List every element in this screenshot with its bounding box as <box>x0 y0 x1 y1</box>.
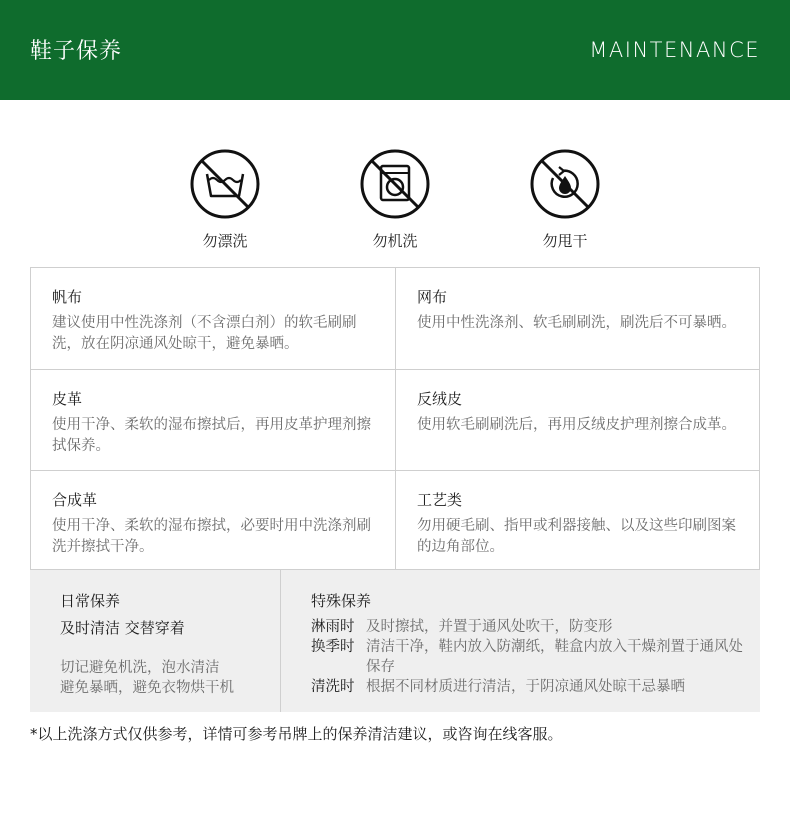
material-cell-craft <box>395 470 759 571</box>
icon-label: 勿甩干 <box>542 232 588 250</box>
material-text: 使用中性洗涤剂、软毛刷刷洗，刷洗后不可暴晒。 <box>417 315 736 331</box>
material-text: 勿用硬毛刷、指甲或利器接触、以及这些印刷图案的边角部位。 <box>417 518 736 555</box>
special-care-section <box>311 590 751 697</box>
material-cell-leather <box>31 369 395 470</box>
material-title: 皮革 <box>52 390 83 408</box>
special-care-value: 根据不同材质进行清洁，于阴凉通风处晾干忌暴晒 <box>366 679 685 695</box>
care-icon-item <box>335 148 455 251</box>
material-cell-suede <box>395 369 759 470</box>
daily-care-title: 日常保养 <box>60 592 121 610</box>
material-title: 工艺类 <box>417 491 463 509</box>
special-care-row <box>311 637 751 677</box>
material-text: 建议使用中性洗涤剂（不含漂白剂）的软毛刷刷洗，放在阴凉通风处晾干，避免暴晒。 <box>52 315 357 352</box>
care-icons <box>0 148 790 258</box>
material-cell-canvas <box>31 268 395 369</box>
icon-label: 勿漂洗 <box>202 232 248 250</box>
special-care-title: 特殊保养 <box>311 592 372 610</box>
special-care-key: 换季时 <box>311 639 355 655</box>
icon-label: 勿机洗 <box>372 232 418 250</box>
care-icon-item <box>165 148 285 251</box>
special-care-value: 清洁干净，鞋内放入防潮纸，鞋盒内放入干燥剂置于通风处保存 <box>366 639 743 675</box>
disclaimer-footnote: *以上洗涤方式仅供参考，详情可参考吊牌上的保养清洁建议，或咨询在线客服。 <box>30 725 563 743</box>
material-title: 反绒皮 <box>417 390 463 408</box>
material-text: 使用干净、柔软的湿布擦拭，必要时用中洗涤剂刷洗并擦拭干净。 <box>52 518 371 555</box>
care-tips-panel <box>30 570 760 712</box>
daily-care-note: 切记避免机洗，泡水清洁 <box>60 660 220 676</box>
special-care-row <box>311 617 751 637</box>
daily-care-note: 避免暴晒，避免衣物烘干机 <box>60 680 234 696</box>
page-title: 鞋子保养 <box>30 39 123 64</box>
no-machine-wash-icon <box>359 148 431 220</box>
special-care-row <box>311 677 751 697</box>
material-title: 帆布 <box>52 288 83 306</box>
material-title: 合成革 <box>52 491 98 509</box>
special-care-value: 及时擦拭，并置于通风处吹干，防变形 <box>366 619 613 635</box>
material-cell-synthetic-leather <box>31 470 395 571</box>
page-title-english: MAINTENANCE <box>589 38 760 62</box>
header-banner <box>0 0 790 100</box>
material-text: 使用干净、柔软的湿布擦拭后，再用皮革护理剂擦拭保养。 <box>52 417 371 454</box>
daily-care-section <box>60 590 275 698</box>
daily-care-subtitle: 及时清洁 交替穿着 <box>60 619 185 637</box>
material-text: 使用软毛刷刷洗后，再用反绒皮护理剂擦合成革。 <box>417 417 736 433</box>
material-care-grid <box>30 267 760 570</box>
material-cell-mesh <box>395 268 759 369</box>
special-care-key: 淋雨时 <box>311 619 355 635</box>
no-hand-wash-icon <box>189 148 261 220</box>
section-divider <box>280 570 281 712</box>
special-care-key: 清洗时 <box>311 679 355 695</box>
no-spin-dry-icon <box>529 148 601 220</box>
material-title: 网布 <box>417 288 448 306</box>
care-icon-item <box>505 148 625 251</box>
